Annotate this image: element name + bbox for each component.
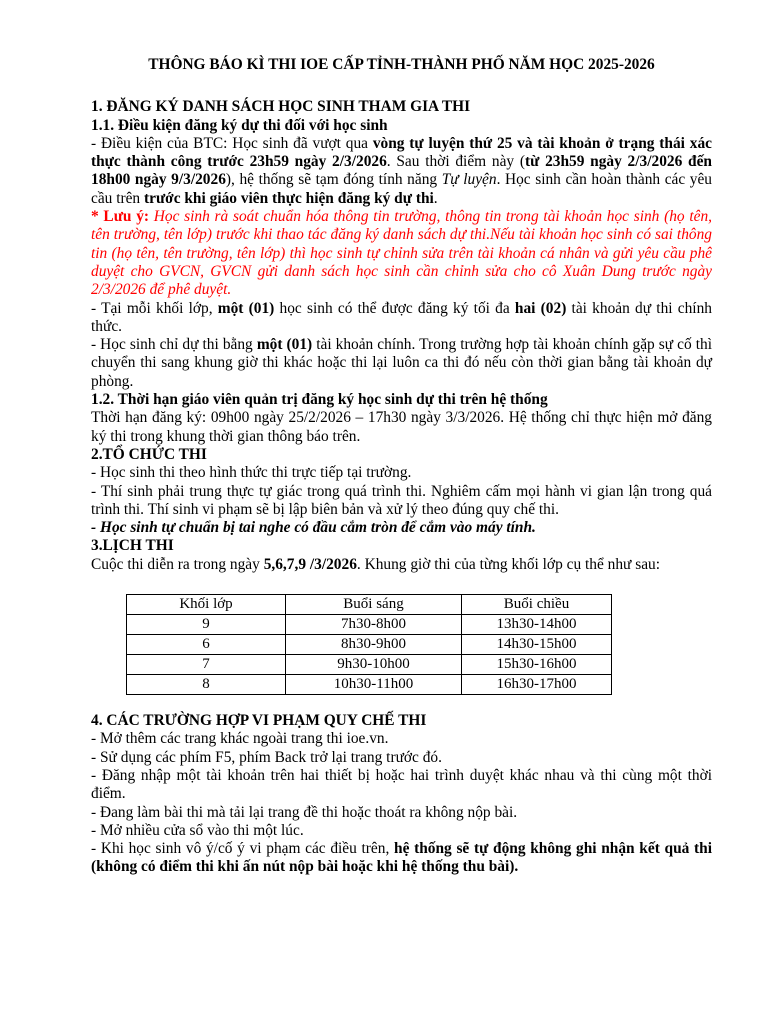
morning-cell: 10h30-11h00	[286, 675, 462, 695]
afternoon-cell: 15h30-16h00	[462, 655, 612, 675]
bold-run: trước khi giáo viên thực hiện đăng ký dự thi	[143, 189, 434, 207]
text-run: Cuộc thi diễn ra trong ngày	[91, 555, 264, 573]
exam-dates: 5,6,7,9 /3/2026	[263, 555, 357, 573]
header-morning: Buổi sáng	[286, 595, 462, 615]
text-run: - Khi học sinh vô ý/cố ý vi phạm các điều trên,	[91, 840, 395, 858]
grade-cell: 8	[127, 675, 286, 695]
violation-item: - Đăng nhập một tài khoản trên hai thiết bị hoặc hai trình duyệt khác nhau và thi cùng một thời điểm.	[91, 766, 712, 803]
violation-item: - Mở nhiều cửa sổ vào thi một lúc.	[91, 821, 304, 839]
bold-run	[91, 519, 536, 536]
document-title: THÔNG BÁO KÌ THI IOE CẤP TỈNH-THÀNH PHỐ NĂM HỌC 2025-2026	[148, 56, 655, 73]
header-afternoon: Buổi chiều	[462, 595, 612, 615]
schedule-table	[126, 594, 612, 695]
bold-run: từ 23h59 ngày 2/3/2026 đến 18h00 ngày 9/3/2026	[91, 153, 712, 189]
violation-item: - Mở thêm các trang khác ngoài trang thi ioe.vn.	[91, 730, 389, 748]
text-run: .	[433, 189, 438, 207]
note-label: * Lưu ý:	[91, 208, 150, 226]
section3-heading: 3.LỊCH THI	[91, 537, 174, 555]
morning-cell: 7h30-8h00	[286, 615, 462, 635]
table-row	[127, 655, 612, 675]
section4-heading: 4. CÁC TRƯỜNG HỢP VI PHẠM QUY CHẾ THI	[91, 712, 427, 730]
bold-run: một (01)	[217, 299, 275, 317]
morning-cell: 8h30-9h00	[286, 635, 462, 655]
text-run: - Học sinh chỉ dự thi bằng	[91, 336, 257, 354]
text-run: . Sau thời điểm này (	[386, 153, 525, 171]
honesty-paragraph: - Thí sinh phải trung thực tự giác trong quá trình thi. Nghiêm cấm mọi hành vi gian lận trong quá trình thi. Thí sinh vi phạm sẽ bị lập biên bản và xử lý theo đúng quy chế thi.	[91, 482, 712, 518]
afternoon-cell: 14h30-15h00	[462, 635, 612, 655]
schedule-intro-paragraph	[91, 556, 712, 574]
violation-consequence	[91, 840, 712, 877]
note-text: Học sinh rà soát chuẩn hóa thông tin trường, thông tin trong tài khoản học sinh (họ tên, tên trường, tên lớp) trước khi thao tác đăng ký danh sách dự thi.Nếu tài khoản học sinh có sai thông tin (họ tên, tên trường, tên lớp) thì học sinh tự chỉnh sửa trên tài khoản cá nhân và gửi yêu cầu phê duyệt cho GVCN, GVCN gửi danh sách học sinh cần chỉnh sửa cho cô Xuân Dung trước ngày 2/3/2026 để phê duyệt.	[91, 208, 712, 299]
table-row	[127, 675, 612, 695]
table-header-row	[127, 595, 612, 615]
bold-run: hệ thống sẽ tự động không ghi nhận kết quả thi (không có điểm thi khi ấn nút nộp bài hoặc khi hệ thống thu bài).	[91, 840, 712, 876]
text-run: - Tại mỗi khối lớp,	[91, 299, 218, 317]
section1-heading: 1. ĐĂNG KÝ DANH SÁCH HỌC SINH THAM GIA THI	[91, 98, 471, 116]
violation-item: - Sử dụng các phím F5, phím Back trở lại trang trước đó.	[91, 748, 442, 766]
text-run: tài khoản chính. Trong trường hợp tài khoản chính gặp sự cố thì chuyển thi sang khung giờ thi khác hoặc thi lại luôn ca thi đó nếu còn thời gian bằng tài khoản dự phòng.	[91, 336, 712, 390]
table-row	[127, 615, 612, 635]
violation-item: - Đang làm bài thi mà tải lại trang đề thi hoặc thoát ra không nộp bài.	[91, 803, 518, 821]
text-run: học sinh có thể được đăng ký tối đa	[274, 299, 515, 317]
text-run: ), hệ thống sẽ tạm đóng tính năng	[225, 171, 442, 189]
table-row	[127, 635, 612, 655]
bold-run: hai (02)	[514, 299, 567, 317]
morning-cell: 9h30-10h00	[286, 655, 462, 675]
headphone-text: - Học sinh tự chuẩn bị tai nghe có đầu cắm tròn để cắm vào máy tính.	[91, 519, 536, 537]
afternoon-cell: 13h30-14h00	[462, 615, 612, 635]
text-run: - Điều kiện của BTC: Học sinh đã vượt qua	[91, 134, 373, 152]
main-account-paragraph	[91, 336, 712, 391]
headphone-paragraph	[91, 519, 712, 537]
text-run: tài khoản dự thi chính thức.	[91, 299, 712, 335]
grade-cell: 9	[127, 615, 286, 635]
header-grade: Khối lớp	[127, 595, 286, 615]
grade-cell: 6	[127, 635, 286, 655]
section1-1-heading: 1.1. Điều kiện đăng ký dự thi đối với học sinh	[91, 116, 388, 134]
italic-run: Tự luyện	[441, 171, 497, 189]
account-limit-paragraph	[91, 300, 712, 337]
afternoon-cell: 16h30-17h00	[462, 675, 612, 695]
document-content	[91, 56, 712, 877]
text-run: . Khung giờ thi của từng khối lớp cụ thể như sau:	[356, 555, 661, 573]
text-run: . Học sinh cần hoàn thành các yêu cầu trên	[91, 171, 712, 207]
section1-2-heading: 1.2. Thời hạn giáo viên quản trị đăng ký học sinh dự thi trên hệ thống	[91, 391, 548, 409]
section2-heading: 2.TỔ CHỨC THI	[91, 445, 207, 463]
eligibility-paragraph	[91, 135, 712, 208]
registration-deadline-paragraph: Thời hạn đăng ký: 09h00 ngày 25/2/2026 – 17h30 ngày 3/3/2026. Hệ thống chỉ thực hiện mở đăng ký thi trong khung thời gian thông báo trên.	[91, 409, 712, 445]
exam-format-paragraph: - Học sinh thi theo hình thức thi trực tiếp tại trường.	[91, 464, 412, 482]
bold-run: một (01)	[256, 336, 313, 354]
note-paragraph	[91, 208, 712, 299]
bold-run: vòng tự luyện thứ 25 và tài khoản ở trạng thái xác thực thành công trước 23h59 ngày 2/3/2026	[91, 134, 712, 171]
grade-cell: 7	[127, 655, 286, 675]
